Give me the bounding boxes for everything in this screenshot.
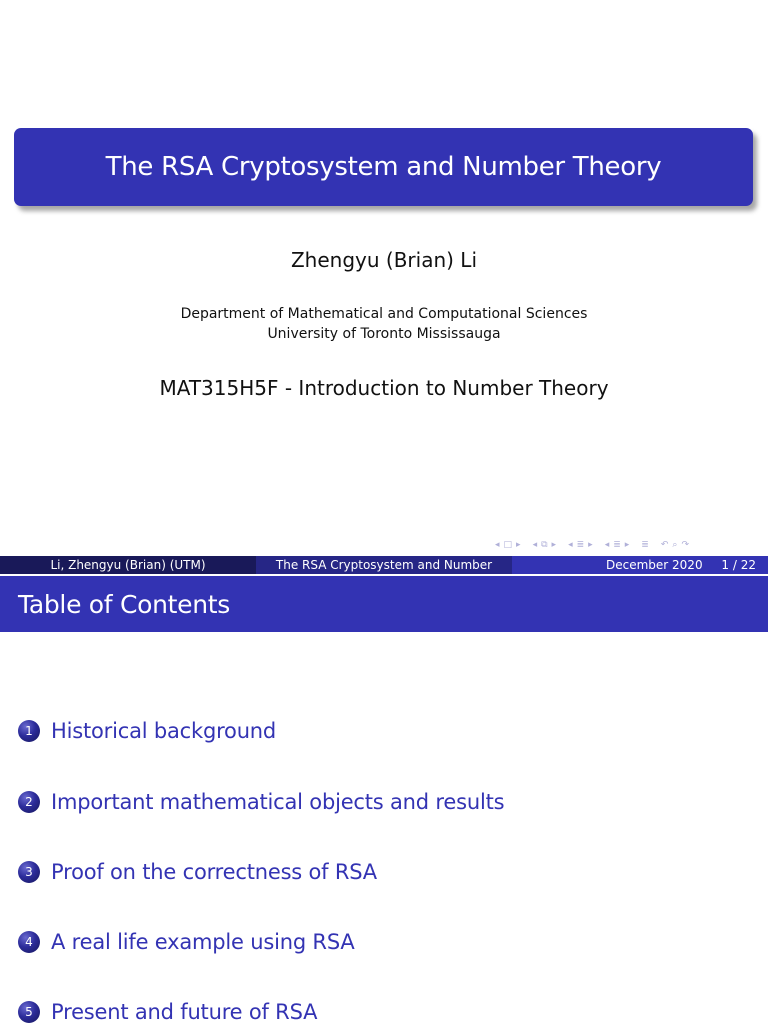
- toc-link[interactable]: Present and future of RSA: [51, 1000, 318, 1024]
- nav-next-section-icon[interactable]: ▸: [588, 540, 593, 550]
- toc-number-bullet: 4: [18, 931, 40, 953]
- nav-section-icon[interactable]: ≣: [576, 540, 585, 550]
- toc-number-bullet: 1: [18, 720, 40, 742]
- nav-prev-doc-icon[interactable]: ◂: [604, 540, 610, 550]
- course-name: MAT315H5F - Introduction to Number Theory: [159, 376, 609, 400]
- nav-next-doc-icon[interactable]: ▸: [624, 540, 630, 550]
- presentation-title: The RSA Cryptosystem and Number Theory: [105, 152, 662, 182]
- nav-align-icon[interactable]: ≣: [641, 540, 649, 550]
- toc-link[interactable]: Important mathematical objects and results: [51, 790, 505, 814]
- institute-department: Department of Mathematical and Computational Sciences: [180, 306, 588, 322]
- footer-date: December 2020: [606, 558, 703, 572]
- footer-author: Li, Zhengyu (Brian) (UTM): [0, 556, 256, 574]
- nav-search-icon[interactable]: ⌕: [672, 540, 678, 550]
- toc-item-mathematical-objects[interactable]: [18, 787, 504, 817]
- institute-university: University of Toronto Mississauga: [267, 326, 501, 342]
- toc-item-historical-background[interactable]: [18, 716, 276, 746]
- title-box: [14, 128, 753, 206]
- navigation-bar: [495, 538, 689, 552]
- toc-link[interactable]: Proof on the correctness of RSA: [51, 860, 377, 884]
- frame-title-bar: [0, 576, 768, 632]
- nav-prev-section-icon[interactable]: ◂: [568, 540, 573, 550]
- footer-info: [512, 556, 768, 574]
- nav-forward-icon[interactable]: ↷: [681, 540, 689, 550]
- frame-title: Table of Contents: [18, 590, 230, 619]
- nav-next-frame-icon[interactable]: ▸: [516, 540, 521, 550]
- toc-item-proof-correctness[interactable]: [18, 857, 377, 887]
- nav-subsection-icon[interactable]: ⧉: [541, 540, 548, 550]
- toc-link[interactable]: A real life example using RSA: [51, 930, 355, 954]
- toc-number-bullet: 5: [18, 1001, 40, 1023]
- nav-back-icon[interactable]: ↶: [660, 540, 669, 550]
- toc-number-bullet: 2: [18, 791, 40, 813]
- nav-document-icon[interactable]: ≣: [613, 540, 621, 550]
- nav-frame-icon[interactable]: □: [503, 540, 513, 550]
- nav-first-icon[interactable]: ◂: [495, 540, 500, 550]
- toc-item-present-future[interactable]: [18, 997, 317, 1027]
- footer-title: The RSA Cryptosystem and Number: [256, 556, 512, 574]
- nav-next-subsection-icon[interactable]: ▸: [551, 540, 557, 550]
- footer-bar: [0, 556, 768, 574]
- toc-number-bullet: 3: [18, 861, 40, 883]
- author-name: Zhengyu (Brian) Li: [290, 248, 477, 272]
- toc-item-real-life-example[interactable]: [18, 927, 355, 957]
- toc-link[interactable]: Historical background: [51, 719, 277, 743]
- nav-prev-icon[interactable]: ◂: [532, 540, 538, 550]
- footer-page-number: 1 / 22: [721, 558, 756, 572]
